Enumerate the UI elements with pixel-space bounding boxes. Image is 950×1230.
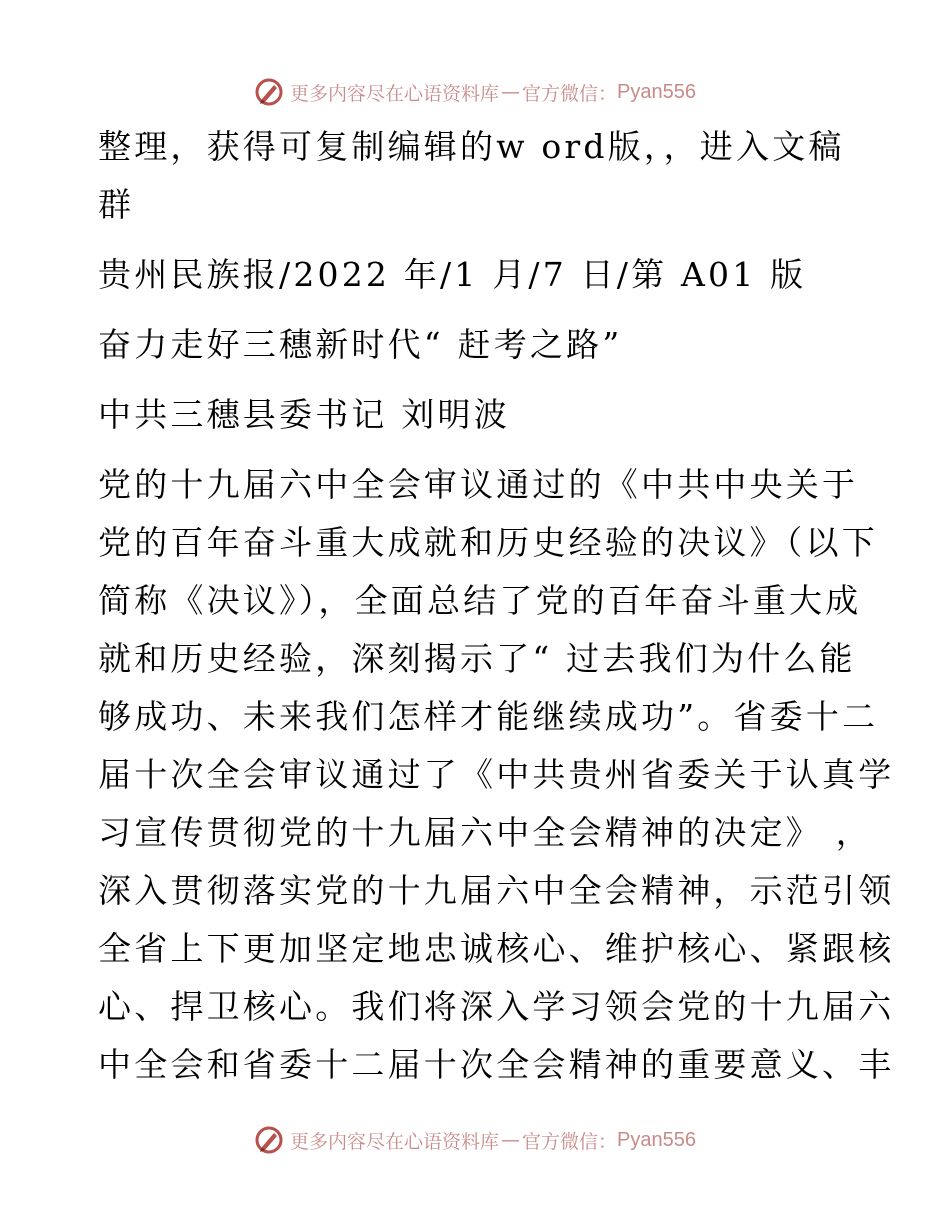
intro-line-2: 群 — [98, 185, 135, 224]
banner-text: 更多内容尽在心语资料库 — [290, 1130, 500, 1153]
banner-wechat-id: Pyan556 — [617, 80, 696, 103]
banner-wechat-id: Pyan556 — [617, 1128, 696, 1151]
header-banner — [0, 72, 950, 112]
banner-dash: — — [501, 1129, 521, 1151]
footer-banner — [0, 1120, 950, 1160]
body-line: 党的百年奋斗重大成就和历史经验的决议》（以下 — [98, 523, 878, 562]
article-title: 奋力走好三穗新时代“ 赶考之路” — [98, 325, 623, 364]
body-line: 就和历史经验，深刻揭示了“ 过去我们为什么能 — [98, 639, 856, 678]
body-line: 深入贯彻落实党的十九届六中全会精神，示范引领 — [98, 871, 895, 910]
body-line: 习宣传贯彻党的十九届六中全会精神的决定》 ， — [98, 813, 872, 852]
source-line: 贵州民族报/2022 年/1 月/7 日/第 A01 版 — [98, 255, 807, 294]
banner-wechat-label: 官方微信： — [522, 1130, 618, 1153]
body-line: 党的十九届六中全会审议通过的《中共中央关于 — [98, 465, 859, 504]
banner-dash: — — [501, 81, 521, 103]
article-author: 中共三穗县委书记 刘明波 — [98, 395, 510, 434]
pen-logo-icon — [254, 1125, 284, 1155]
intro-line-1: 整理，获得可复制编辑的w ord版，，进入文稿 — [98, 127, 845, 166]
banner-wechat-label: 官方微信： — [522, 82, 618, 105]
body-line: 中全会和省委十二届十次全会精神的重要意义、丰 — [98, 1045, 895, 1084]
body-line: 够成功、未来我们怎样才能继续成功”。省委十二 — [98, 697, 879, 736]
document-body — [98, 118, 895, 1094]
pen-logo-icon — [254, 77, 284, 107]
body-line: 心、捍卫核心。我们将深入学习领会党的十九届六 — [98, 987, 895, 1026]
banner-text: 更多内容尽在心语资料库 — [290, 82, 500, 105]
body-line: 全省上下更加坚定地忠诚核心、维护核心、紧跟核 — [98, 929, 895, 968]
body-line: 届十次全会审议通过了《中共贵州省委关于认真学 — [98, 755, 895, 794]
body-line: 简称《决议》），全面总结了党的百年奋斗重大成 — [98, 581, 862, 620]
